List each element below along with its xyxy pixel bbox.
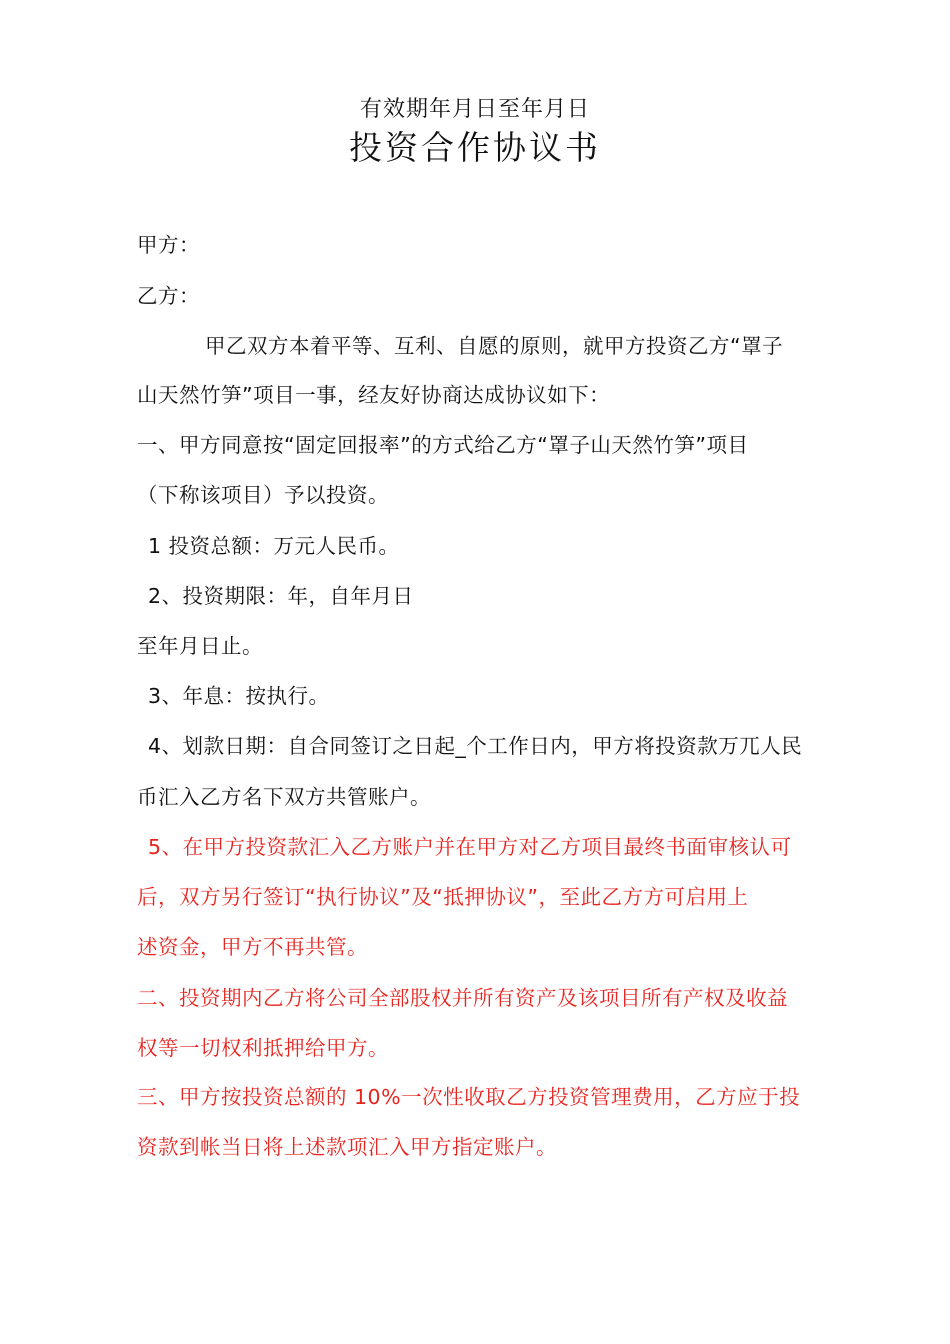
item-5-line-3: 述资金，甲方不再共管。 [137, 935, 368, 959]
document-title: 投资合作协议书 [349, 128, 601, 167]
party-a-label: 甲方： [137, 233, 200, 257]
item-5-line-2: 后，双方另行签订“执行协议”及“抵押协议”，至此乙方方可启用上 [137, 885, 749, 909]
intro-line-2: 山天然竹笋”项目一事，经友好协商达成协议如下： [137, 383, 611, 407]
clause-3-line-1: 三、甲方按投资总额的 10%一次性收取乙方投资管理费用，乙方应于投 [137, 1085, 801, 1109]
item-4-line-1: 4、划款日期：自合同签订之日起_个工作日内，甲方将投资款万兀人民 [148, 734, 803, 758]
item-4-line-2: 币汇入乙方名下双方共管账户。 [137, 785, 431, 809]
item-3: 3、年息：按执行。 [148, 684, 330, 708]
clause-1-line-2: （下称该项目）予以投资。 [137, 483, 389, 507]
item-1: 1 投资总额：万元人民币。 [148, 534, 400, 558]
clause-1-line-1: 一、甲方同意按“固定回报率”的方式给乙方“罩子山天然竹笋”项目 [137, 433, 749, 457]
item-2-line-1: 2、投资期限：年，自年月日 [148, 584, 414, 608]
clause-3-line-2: 资款到帐当日将上述款项汇入甲方指定账户。 [137, 1135, 557, 1159]
party-b-label: 乙方： [137, 284, 200, 308]
intro-line-1: 甲乙双方本着平等、互利、自愿的原则，就甲方投资乙方“罩子 [205, 334, 784, 358]
clause-2-line-2: 权等一切权利抵押给甲方。 [137, 1036, 389, 1060]
clause-2-line-1: 二、投资期内乙方将公司全部股权并所有资产及该项目所有产权及收益 [137, 986, 788, 1010]
item-5-line-1: 5、在甲方投资款汇入乙方账户并在甲方对乙方项目最终书面审核认可 [148, 835, 792, 859]
item-2-line-2: 至年月日止。 [137, 634, 263, 658]
validity-period: 有效期年月日至年月日 [359, 97, 590, 122]
